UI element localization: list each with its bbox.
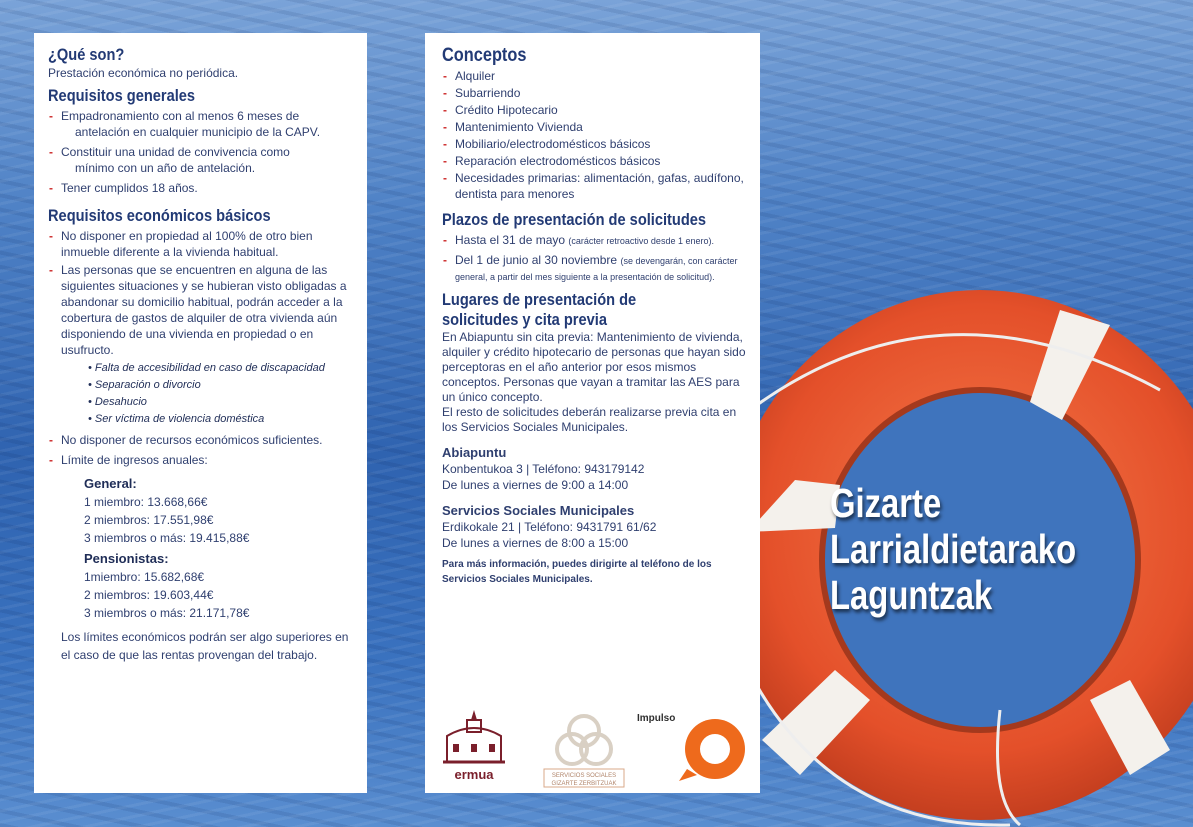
places-text: En Abiapuntu sin cita previa: Mantenimiento de vivienda, alquiler y crédito hipotecario de personas que hayan sido perceptoras en el año anterior por esos mismos conceptos. Personas que vayan a tramitar las AES para un único concepto. [442,330,746,404]
pension-title: Pensionistas: [84,551,169,566]
income-line: 2 miembros: 19.603,44€ [84,588,214,602]
list-item: • Desahucio [88,396,147,408]
places-text: El resto de solicitudes deberán realizarse previa cita en los Servicios Sociales Municipales. [442,405,737,434]
income-line: 3 miembros o más: 21.171,78€ [84,606,250,620]
economic-requirements-list-2 [48,432,353,468]
list-item: - Alquiler [442,68,746,84]
list-item-text: mínimo con un año de antelación. [75,161,256,175]
list-item: - Mantenimiento Vivienda [442,119,746,135]
section-title: Plazos de presentación de solicitudes [442,210,707,229]
list-item-text: Constituir una unidad de convivencia como [61,145,290,159]
list-item [442,252,746,284]
list-item: - Reparación electrodomésticos básicos [442,153,746,169]
list-item-text: Tener cumplidos 18 años. [61,181,198,195]
ermua-logo [439,706,509,784]
income-limits [48,476,353,622]
deadline-note: (se devengarán, con carácter general, a partir del mes siguiente a la presentación de solicitud). [455,256,738,282]
list-item [48,108,353,140]
servicios-sociales-logo [539,709,629,789]
income-line: 3 miembros o más: 19.415,88€ [84,531,250,545]
impulso-logo [635,709,755,789]
section-title: Lugares de presentación de [442,290,637,309]
list-item: - No disponer de recursos económicos suficientes. [48,432,353,448]
office-hours: De lunes a viernes de 9:00 a 14:00 [442,478,629,492]
middle-panel [425,33,760,793]
list-item: - Necesidades primarias: alimentación, gafas, audífono, dentista para menores [442,170,746,202]
deadlines-list [442,232,746,284]
hero-title-line: Larrialdietarako [830,526,1077,572]
left-panel [34,33,367,793]
more-info: Para más información, puedes dirigirte al teléfono de los Servicios Sociales Municipales. [442,559,712,585]
limits-note: Los límites económicos podrán ser algo superiores en el caso de que las rentas provengan del trabajo. [61,630,349,662]
list-item-text: antelación en cualquier municipio de la CAPV. [75,125,321,139]
svg-text:GIZARTE ZERBITZUAK: GIZARTE ZERBITZUAK [551,781,617,787]
requirements-list [48,108,353,196]
list-item: - Límite de ingresos anuales: [48,452,353,468]
list-item: - Las personas que se encuentren en alguna de las siguientes situaciones y se hubieran visto obligadas a abandonar su domicilio habitual, podrán acceder a la cobertura de gastos de alquiler de otra vivienda aún disponiendo de una vivienda en propiedad o en usufructo. [48,262,353,358]
list-item: • Falta de accesibilidad en caso de discapacidad [88,362,325,374]
deadline-note: (carácter retroactivo desde 1 enero). [568,236,714,246]
income-line: 2 miembros: 17.551,98€ [84,513,214,527]
office-address: Konbentukoa 3 | Teléfono: 943179142 [442,462,645,476]
deadline-text: Hasta el 31 de mayo [455,233,566,247]
svg-text:Impulso: Impulso [637,713,676,724]
economic-requirements-list [48,228,353,358]
office-address: Erdikokale 21 | Teléfono: 9431791 61/62 [442,520,657,534]
list-item: - Crédito Hipotecario [442,102,746,118]
section-title: solicitudes y cita previa [442,310,607,329]
list-item-text: Empadronamiento con al menos 6 meses de [61,109,300,123]
office-hours: De lunes a viernes de 8:00 a 15:00 [442,536,629,550]
section-title: Requisitos económicos básicos [48,206,271,225]
section-text: Prestación económica no periódica. [48,66,239,80]
list-item [48,180,353,196]
section-title: Requisitos generales [48,86,196,105]
general-title: General: [84,476,137,491]
hero-title-line: Gizarte [830,480,942,526]
office-title: Abiapuntu [442,445,507,460]
svg-text:SERVICIOS SOCIALES: SERVICIOS SOCIALES [551,773,617,779]
list-item [442,232,746,248]
list-item: • Ser víctima de violencia doméstica [88,413,265,425]
svg-text:ermua: ermua [454,767,494,782]
office-title: Servicios Sociales Municipales [442,503,635,518]
logos-row [439,701,750,791]
list-item: - Subarriendo [442,85,746,101]
list-item [48,144,353,176]
section-title: ¿Qué son? [48,45,125,64]
concepts-list [442,68,746,202]
section-title: Conceptos [442,45,527,66]
deadline-text: Del 1 de junio al 30 noviembre [455,253,618,267]
hero-title [830,480,1076,618]
list-item: - Mobiliario/electrodomésticos básicos [442,136,746,152]
income-line: 1miembro: 15.682,68€ [84,570,205,584]
list-item: • Separación o divorcio [88,379,201,391]
list-item: - No disponer en propiedad al 100% de otro bien inmueble diferente a la vivienda habitual. [48,228,353,260]
income-line: 1 miembro: 13.668,66€ [84,495,208,509]
hero-title-line: Laguntzak [830,572,993,618]
situations-list [88,360,353,428]
